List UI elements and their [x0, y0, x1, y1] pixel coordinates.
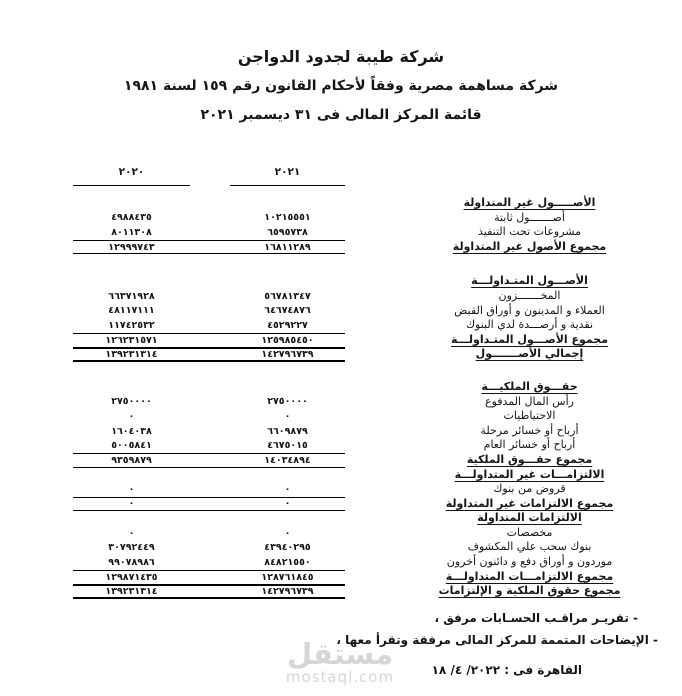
- auditor-report-note: - تقريـر مراقـب الحسـابات مرفق ،: [434, 610, 638, 625]
- row-fixed-assets: [0, 211, 682, 226]
- value-2020: ٢٧٥٠٠٠٠: [111, 396, 152, 408]
- row-reserves: [0, 409, 682, 424]
- row-projects-under-construction: [0, 225, 682, 240]
- section-heading: الالتزامات المتداولة: [477, 511, 582, 525]
- row-label: مجموع الأصـــول المتـداولـــة: [450, 332, 609, 346]
- row-total-current-assets: [0, 333, 682, 348]
- row-label: العملاء و المدينون و أوراق القبض: [454, 303, 605, 317]
- value-2021: ١٤٢٧٩٦٧٣٩: [261, 586, 314, 598]
- disclosures-note: - الإيضاحات المتممة للمركز المالى مرفقة وتقرأ معها ،: [336, 632, 658, 647]
- row-label: رأس المال المدفوع: [485, 394, 574, 408]
- value-2020: ٩٣٥٩٨٧٩: [111, 454, 152, 466]
- row-equity-heading: [0, 380, 682, 395]
- value-2020: ٩٩٠٧٨٩٨٦: [108, 556, 155, 568]
- row-label: موردون و أوراق دفع و دائنون أخرون: [446, 555, 613, 569]
- value-2020: ١٢٩٨٧١٤٣٥: [105, 571, 158, 583]
- row-label: مجموع حقـــوق الملكية: [466, 452, 593, 466]
- place-label: القاهرة فى :: [504, 662, 582, 677]
- value-2020: ٥٠٠٥٨٤١: [111, 440, 152, 452]
- value-2021: ٤٦٧٥٠١٥: [267, 440, 308, 452]
- row-label: مجموع حقوق الملكية و الإلتزامات: [438, 584, 621, 598]
- row-current-assets-heading: [0, 274, 682, 289]
- row-paid-capital: [0, 395, 682, 410]
- section-spacer: [0, 254, 682, 274]
- section-spacer: [0, 362, 682, 380]
- value-2021: ٠: [284, 483, 291, 495]
- row-receivables: [0, 304, 682, 319]
- value-2021: ٦٥٩٥٧٣٨: [267, 226, 308, 238]
- value-2020: ١١٧٤٢٥٣٢: [108, 319, 155, 331]
- value-2021: ٦٤٦٧٤٨٧٦: [264, 305, 311, 317]
- statement-title: قائمة المركز المالى فى ٣١ ديسمبر ٢٠٢١: [200, 107, 482, 123]
- row-inventory: [0, 289, 682, 304]
- row-label: نقدية و أرصـــدة لدي البنوك: [465, 318, 594, 332]
- value-2020: ٣٠٧٩٢٤٤٩: [108, 542, 155, 554]
- value-2021: ٠: [284, 410, 291, 422]
- value-2020: ١٦٠٤٠٣٨: [111, 425, 152, 437]
- row-label: إجمالي الأصـــــــول: [475, 347, 584, 361]
- balance-sheet-table: [0, 196, 682, 599]
- value-2021: ١٢٥٩٨٥٤٥٠: [261, 335, 314, 347]
- row-label: المخـــــــزون: [498, 288, 561, 302]
- row-label: مشروعات تحت التنفيذ: [477, 225, 582, 239]
- row-noncurrent-liabilities-heading: [0, 468, 682, 483]
- value-2020: ٦٦٣٧١٩٢٨: [108, 290, 155, 302]
- value-2020: ١٢٩٩٩٧٤٣: [108, 241, 155, 253]
- value-2021: ٠: [284, 527, 291, 539]
- row-total-assets: [0, 347, 682, 362]
- row-label: أرباح أو خسائر العام: [483, 438, 576, 452]
- value-2021: ٤٥٢٩٢٢٧: [267, 319, 308, 331]
- date-value: ٢٠٢٢/ ٤/ ١٨: [431, 662, 501, 677]
- row-label: مجموع الأصول غير المتداولة: [452, 239, 607, 253]
- row-label: مخصصات: [506, 525, 553, 539]
- value-2020: ٤٨١١٧١١١: [108, 305, 155, 317]
- value-2021: ١٦٨١١٢٨٩: [264, 241, 311, 253]
- section-heading: الالتزامـــات غير المتداولـــة: [454, 467, 605, 481]
- row-bank-overdrafts: [0, 540, 682, 555]
- section-heading: حقـــوق الملكيـــة: [481, 379, 578, 393]
- watermark-arabic-logo: مستقل: [286, 637, 394, 671]
- row-suppliers-payables: [0, 555, 682, 570]
- row-label: مجموع الالتزامات غير المتداولة: [445, 496, 614, 510]
- year-column-2020: ٢٠٢٠: [73, 166, 190, 186]
- value-2020: ٤٩٨٨٤٣٥: [111, 212, 152, 224]
- row-retained-earnings: [0, 424, 682, 439]
- value-2021: ٢٧٥٠٠٠٠: [267, 396, 308, 408]
- row-label: أرباح أو خسائر مرحلة: [480, 423, 579, 437]
- value-2020: ٠: [128, 483, 135, 495]
- value-2021: ١٢٨٧٦١٨٤٥: [261, 571, 314, 583]
- year-column-2021: ٢٠٢١: [230, 166, 345, 186]
- value-2021: ٠: [284, 498, 291, 510]
- row-label: مجموع الالتزامـــات المتداولـــة: [445, 569, 614, 583]
- section-heading: الأصـــول المتـداولـــة: [471, 274, 588, 288]
- value-2021: ٤٣٩٤٠٢٩٥: [264, 542, 311, 554]
- value-2020: ٠: [128, 410, 135, 422]
- row-current-liabilities-heading: [0, 511, 682, 526]
- row-total-noncurrent-assets: [0, 240, 682, 255]
- row-noncurrent-assets-heading: [0, 196, 682, 211]
- mostaql-watermark: [264, 638, 416, 685]
- section-heading: الأصـــــول غير المتداولة: [463, 196, 596, 209]
- year-header-row: [73, 166, 345, 186]
- row-total-equity: [0, 453, 682, 468]
- row-year-profit-loss: [0, 438, 682, 453]
- row-total-current-liabilities: [0, 570, 682, 585]
- row-provisions: [0, 526, 682, 541]
- value-2021: ٦٦٠٩٨٧٩: [267, 425, 308, 437]
- value-2020: ٨٠١١٣٠٨: [111, 226, 152, 238]
- row-total-equity-and-liabilities: [0, 584, 682, 599]
- legal-form-line: شركة مساهمة مصرية وفقاً لأحكام القانون رقم ١٥٩ لسنة ١٩٨١: [123, 78, 559, 94]
- value-2020: ٠: [128, 527, 135, 539]
- row-label: بنوك سحب علي المكشوف: [467, 540, 592, 554]
- value-2020: ١٣٩٢٣١٣١٤: [105, 349, 158, 361]
- value-2021: ١٠٢١٥٥٥١: [264, 212, 311, 224]
- value-2020: ١٣٩٢٣١٣١٤: [105, 586, 158, 598]
- row-label: أصـــــــول ثابتة: [494, 210, 565, 224]
- company-name: شركة طيبة لجدود الدواجن: [237, 47, 445, 66]
- value-2021: ٨٤٨٢١٥٥٠: [264, 556, 311, 568]
- row-label: قروض من بنوك: [493, 482, 566, 496]
- row-total-noncurrent-liabilities: [0, 497, 682, 512]
- document-header: [0, 0, 682, 130]
- value-2021: ١٤٠٣٤٨٩٤: [264, 454, 311, 466]
- value-2020: ١٢٦٢٣١٥٧١: [105, 335, 158, 347]
- watermark-latin-url: mostaql.com: [285, 668, 395, 686]
- value-2021: ١٤٢٧٩٦٧٣٩: [261, 349, 314, 361]
- row-label: الاحتياطيات: [503, 409, 556, 423]
- value-2020: ٠: [128, 498, 135, 510]
- value-2021: ٥٦٧٨١٣٤٧: [264, 290, 311, 302]
- row-cash-at-banks: [0, 318, 682, 333]
- row-bank-loans: [0, 482, 682, 497]
